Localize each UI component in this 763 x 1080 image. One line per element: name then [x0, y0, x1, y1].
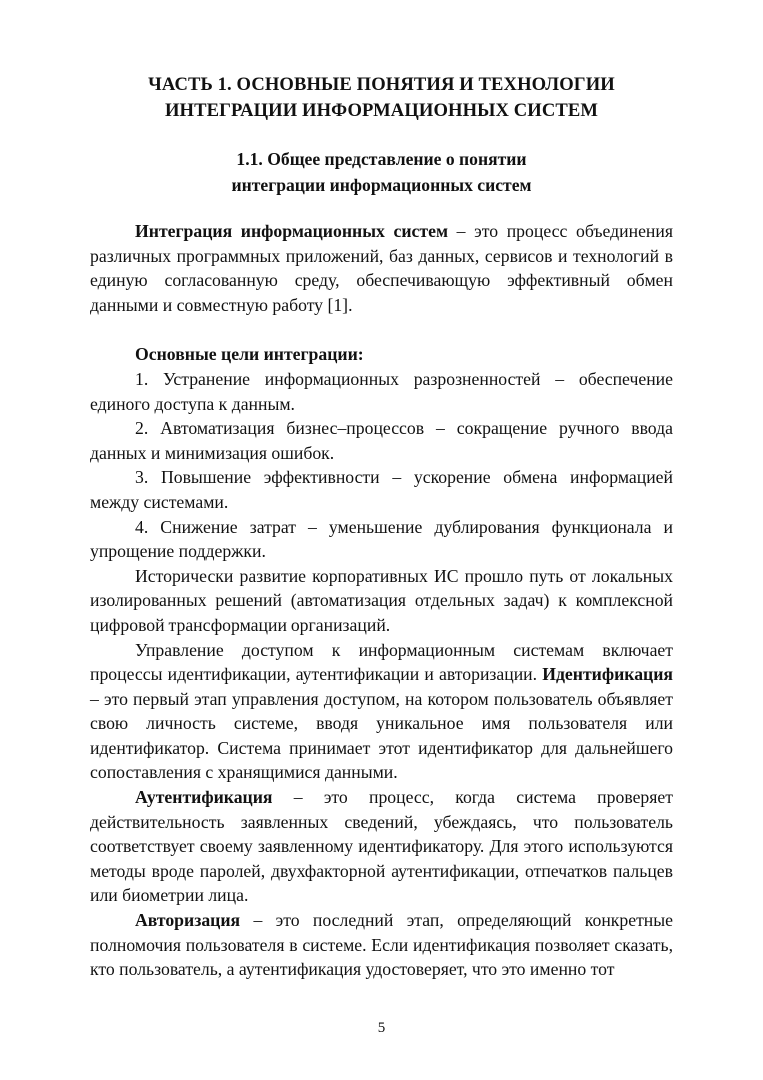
- intro-term: Интеграция информационных систем: [135, 221, 448, 241]
- identification-term: Идентификация: [542, 664, 673, 685]
- authentication-text: – это процесс, когда система проверяет действительность заявленных сведений, убеждаясь, что пользователь соответствует своему заявленному идентификатору. Для этого используются методы вроде паролей, двухфакторной аутентификации, отпечатков пальцев или биометрии лица.: [90, 787, 673, 906]
- authorization-term: Авторизация: [135, 910, 241, 931]
- access-text-before: Управление доступом к информационным системам включает процессы идентификации, аутентификации и авторизации.: [90, 639, 673, 685]
- authorization-text: – это последний этап, определяющий конкретные полномочия пользователя в системе. Если идентификация позволяет сказать, кто пользователь, а аутентификация удостоверяет, что это именно тот: [90, 910, 673, 980]
- goal-item-2: 2. Автоматизация бизнес–процессов – сокращение ручного ввода данных и минимизация ошибок.: [90, 418, 673, 463]
- authorization-paragraph: [90, 908, 673, 982]
- part-title: [90, 72, 673, 124]
- body-text: [90, 219, 673, 982]
- history-paragraph: Исторически развитие корпоративных ИС прошло путь от локальных изолированных решений (автоматизация отдельных задач) к комплексной цифровой трансформации организаций.: [90, 565, 673, 635]
- authentication-paragraph: [90, 785, 673, 908]
- page-number: 5: [377, 1020, 386, 1036]
- section-title: [90, 146, 673, 198]
- goals-heading: Основные цели интеграции:: [135, 344, 364, 365]
- access-text-after: – это первый этап управления доступом, на котором пользователь объявляет свою личность системе, вводя уникальное имя пользователя или идентификатор. Система принимает этот идентификатор для дальнейшего сопоставления с хранящимися данными.: [90, 688, 673, 783]
- paragraph-gap: [90, 317, 673, 342]
- access-paragraph: [90, 638, 673, 786]
- intro-text: – это процесс объединения различных программных приложений, баз данных, сервисов и технологий в единую согласованную среду, обеспечивающую эффективный обмен данными и совместную работу [1].: [90, 221, 673, 315]
- section-title-line-1: 1.1. Общее представление о понятии: [236, 149, 527, 169]
- goal-item-3: 3. Повышение эффективности – ускорение обмена информацией между системами.: [90, 467, 673, 512]
- part-title-line-1: ЧАСТЬ 1. ОСНОВНЫЕ ПОНЯТИЯ И ТЕХНОЛОГИИ: [148, 74, 615, 95]
- goal-item-1: 1. Устранение информационных разрозненностей – обеспечение единого доступа к данным.: [90, 368, 673, 414]
- goal-item-4: 4. Снижение затрат – уменьшение дублирования функционала и упрощение поддержки.: [90, 516, 673, 562]
- intro-paragraph: [90, 219, 673, 317]
- authentication-term: Аутентификация: [135, 787, 273, 808]
- section-title-line-2: интеграции информационных систем: [231, 175, 532, 195]
- part-title-line-2: ИНТЕГРАЦИИ ИНФОРМАЦИОННЫХ СИСТЕМ: [164, 100, 599, 121]
